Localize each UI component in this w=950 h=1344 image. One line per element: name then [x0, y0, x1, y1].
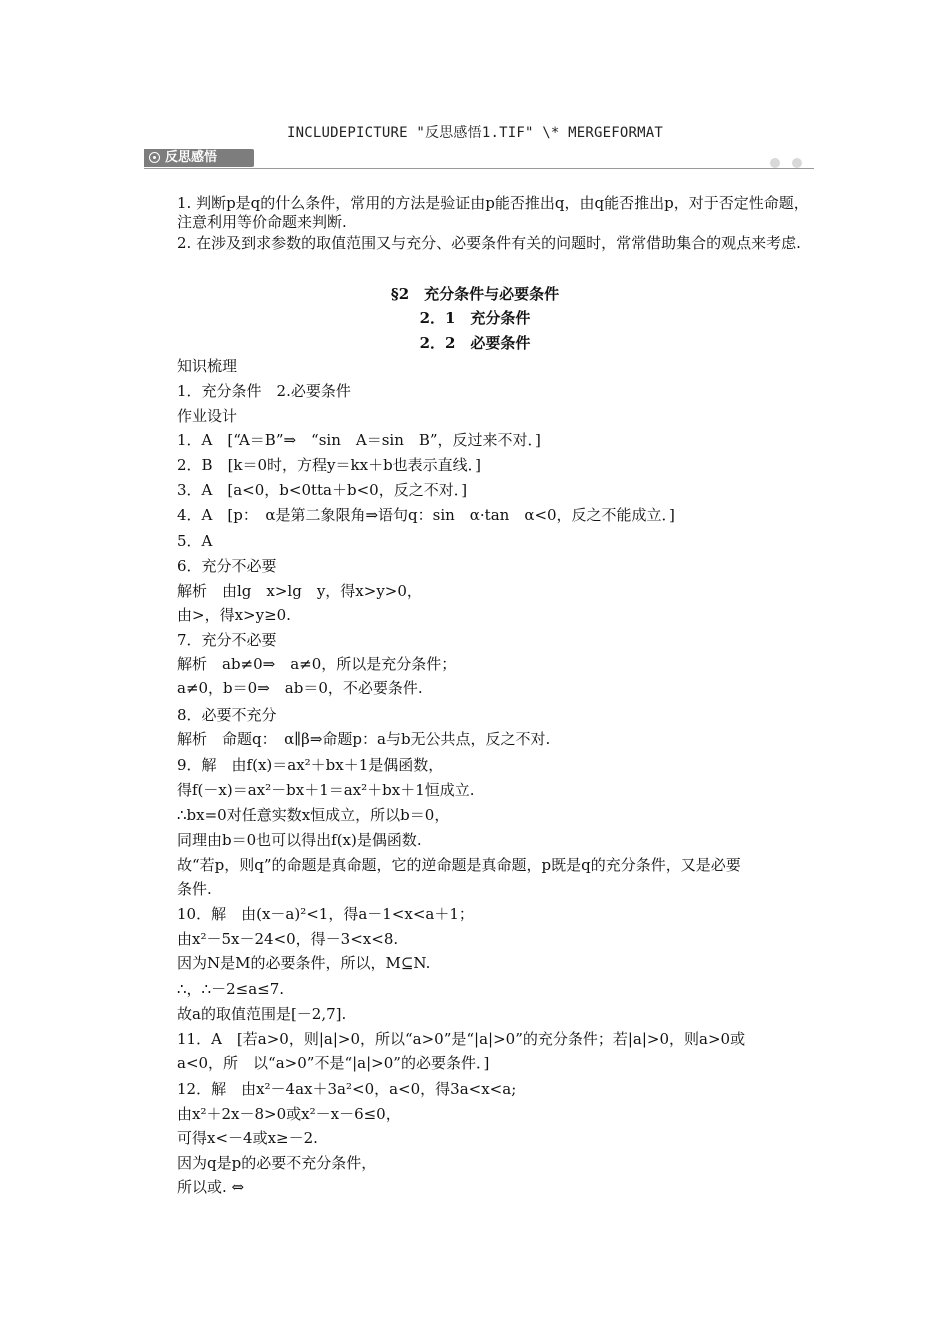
body-line: 得f(－x)＝ax²－bx＋1＝ax²＋bx＋1恒成立. — [177, 781, 475, 799]
banner-dots — [758, 153, 802, 172]
subsection-heading: 2．1 充分条件 — [419, 309, 531, 327]
banner-tag — [144, 149, 254, 167]
body-line: 4．A [p： α是第二象限角⇒语句q：sin α·tan α<0，反之不能成立．] — [177, 506, 675, 524]
body-line: 故a的取值范围是[－2,7]. — [177, 1005, 347, 1023]
body-line: ∴bx=0对任意实数x恒成立，所以b＝0， — [177, 806, 450, 824]
body-line: 因为N是M的必要条件，所以，M⊆N. — [177, 954, 431, 972]
body-line: 由>，得x>y≥0. — [177, 606, 291, 624]
section-heading: §2 充分条件与必要条件 — [390, 285, 560, 303]
body-line: 条件. — [177, 880, 212, 898]
body-line: 12．解 由x²－4ax＋3a²<0，a<0，得3a<x<a; — [177, 1080, 517, 1098]
body-line: 1．A [“A＝B”⇒ “sin A＝sin B”，反过来不对．] — [177, 431, 541, 449]
body-line: 知识梳理 — [177, 357, 238, 375]
target-circle-icon — [149, 152, 160, 163]
body-line: 7．充分不必要 — [177, 631, 277, 649]
body-line: 5．A — [177, 532, 213, 550]
body-line: 由x²＋2x－8>0或x²－x－6≤0， — [177, 1105, 401, 1123]
banner-label: 反思感悟 — [165, 150, 218, 165]
body-line: 由x²－5x－24<0，得－3<x<8. — [177, 930, 399, 948]
body-line: 8．必要不充分 — [177, 706, 277, 724]
body-line: ∴，∴－2≤a≤7. — [177, 980, 285, 998]
intro-paragraph: 1. 判断p是q的什么条件，常用的方法是验证由p能否推出q，由q能否推出p，对于否定性命题，注意利用等价命题来判断. — [177, 194, 809, 231]
body-line: 所以或. ⇔ — [177, 1178, 245, 1196]
body-line: 故“若p，则q”的命题是真命题，它的逆命题是真命题，p既是q的充分条件，又是必要 — [177, 856, 741, 874]
body-line: 因为q是p的必要不充分条件， — [177, 1154, 377, 1172]
body-line: 解析 由lg x>lg y，得x>y>0， — [177, 582, 422, 600]
body-line: 1．充分条件 2.必要条件 — [177, 382, 351, 400]
dot-icon — [792, 158, 802, 168]
body-line: 解析 ab≠0⇒ a≠0，所以是充分条件； — [177, 655, 457, 673]
field-code-text: INCLUDEPICTURE "反思感悟1.TIF" \* MERGEFORMAT — [286, 125, 664, 141]
body-line: a<0，所 以“a>0”不是“|a|>0”的必要条件．] — [177, 1054, 490, 1072]
body-line: 作业设计 — [177, 407, 238, 425]
body-line: 11．A [若a>0，则|a|>0，所以“a>0”是“|a|>0”的充分条件；若|a|>0，则a>0或 — [177, 1030, 746, 1048]
intro-notes — [177, 194, 811, 255]
body-line: 2．B [k＝0时，方程y＝kx＋b也表示直线．] — [177, 456, 482, 474]
body-line: 6．充分不必要 — [177, 557, 277, 575]
subsection-heading: 2．2 必要条件 — [419, 334, 531, 352]
body-line: a≠0，b＝0⇒ ab＝0，不必要条件. — [177, 679, 423, 697]
body-line: 9．解 由f(x)＝ax²＋bx＋1是偶函数， — [177, 756, 444, 774]
intro-paragraph: 2. 在涉及到求参数的取值范围又与充分、必要条件有关的问题时，常常借助集合的观点来考虑. — [177, 234, 801, 252]
body-line: 10．解 由(x－a)²<1，得a－1<x<a＋1； — [177, 905, 474, 923]
body-line: 同理由b＝0也可以得出f(x)是偶函数. — [177, 831, 422, 849]
section-banner — [144, 148, 814, 169]
body-line: 可得x<－4或x≥－2. — [177, 1129, 318, 1147]
body-line: 3．A [a<0，b<0tta＋b<0，反之不对．] — [177, 481, 468, 499]
body-line: 解析 命题q： α∥β⇒命题p：a与b无公共点，反之不对. — [177, 730, 551, 748]
dot-icon — [770, 158, 780, 168]
